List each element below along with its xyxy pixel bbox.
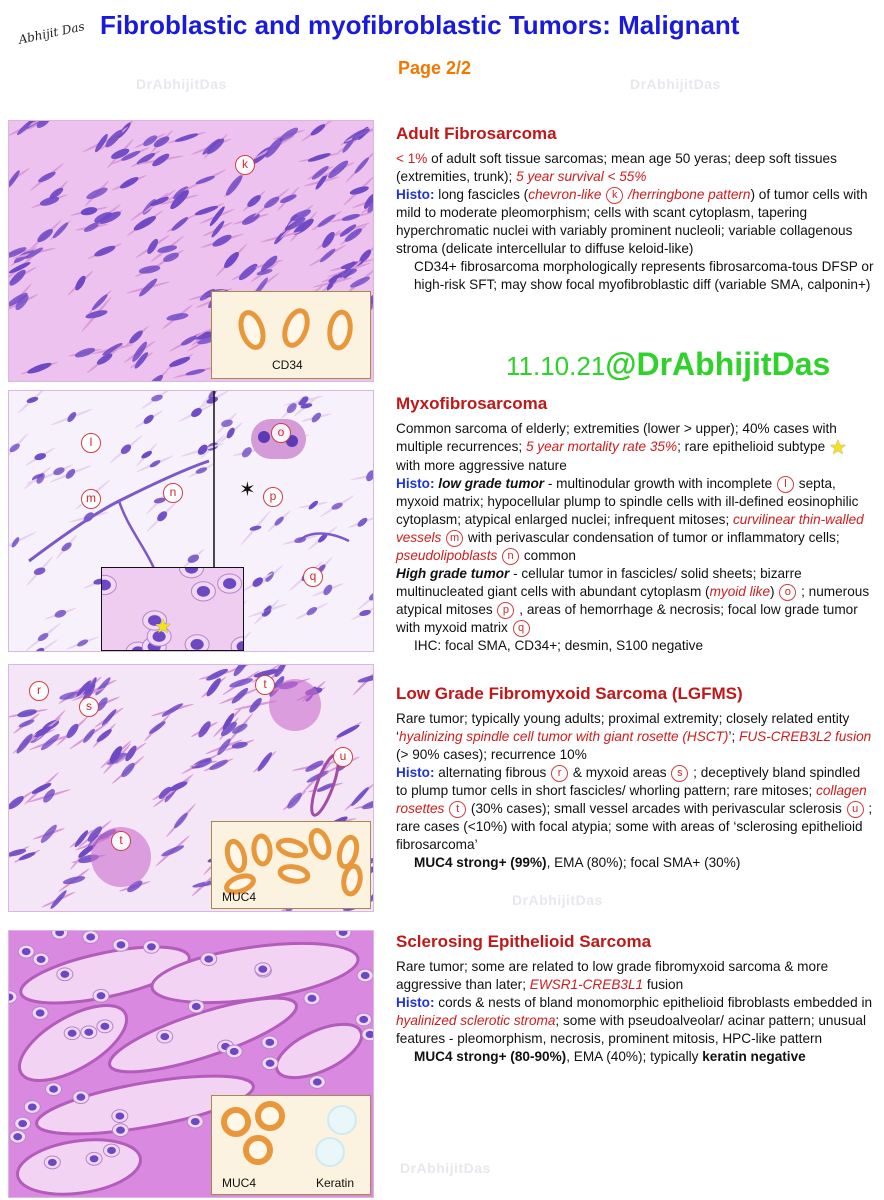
highlight-text: chevron-like: [528, 187, 602, 202]
text: with more aggressive nature: [396, 458, 567, 473]
inset-label: MUC4: [222, 1176, 257, 1190]
histology-illustration-lgfms: [8, 664, 374, 912]
highlight-text: /herringbone pattern: [628, 187, 751, 202]
epithelioid-inset: [101, 567, 244, 651]
text: ): [770, 584, 775, 599]
label-marker: t: [111, 831, 131, 851]
label-marker: n: [163, 483, 183, 503]
mortality-text: 5 year mortality rate 35%: [525, 439, 678, 454]
label-marker: k: [235, 155, 255, 175]
page-title: Fibroblastic and myofibroblastic Tumors: Malignant: [100, 10, 740, 40]
ihc-inset-muc4: [211, 821, 371, 909]
muc4-text: MUC4 strong+ (99%): [414, 855, 547, 870]
text: long fascicles (: [434, 187, 529, 202]
histo-label: Histo:: [396, 995, 435, 1010]
label-marker: p: [263, 487, 283, 507]
author-signature: Abhijit Das: [17, 19, 86, 47]
highlight-text: myoid like: [709, 584, 771, 599]
star-icon: ★: [828, 437, 847, 459]
label-marker: m: [81, 489, 101, 509]
section-title: Sclerosing Epithelioid Sarcoma: [396, 932, 652, 951]
inset-label: CD34: [272, 358, 303, 372]
text: ; deceptively bland spindled to plump tumor cells in short fascicles/ whorling pattern; rare mitoses;: [396, 765, 861, 798]
highlight-text: collagen rosettes: [396, 783, 867, 816]
incidence-text: < 1%: [396, 151, 428, 166]
text: (> 90% cases); recurrence 10%: [396, 747, 587, 762]
section-title: Myxofibrosarcoma: [396, 394, 548, 413]
histo-label: Histo:: [396, 765, 435, 780]
label-marker: k: [606, 187, 623, 204]
text: ; numerous atypical mitoses: [396, 584, 870, 617]
text: - multinodular growth with incomplete: [544, 476, 773, 491]
fusion-text: FUS-CREB3L2 fusion: [739, 729, 872, 744]
section-adult-fibrosarcoma: [396, 124, 874, 294]
star-icon: ★: [154, 616, 172, 638]
fusion-text: EWSR1-CREB3L1: [529, 977, 644, 992]
svg-text:✶: ✶: [239, 477, 256, 501]
histology-illustration-sclerosing-epithelioid: [8, 930, 374, 1198]
histology-illustration-myxofibrosarcoma: [8, 390, 374, 652]
histo-label: Histo:: [396, 476, 435, 491]
label-marker: l: [777, 476, 794, 493]
text: fusion: [643, 977, 684, 992]
text: Rare tumor; some are related to low grade fibromyxoid sarcoma & more aggressive than later;: [396, 959, 829, 992]
ihc-inset-cd34: [211, 291, 371, 379]
inset-label: Keratin: [316, 1176, 355, 1190]
watermark: DrAbhijitDas: [512, 892, 603, 908]
section-myxofibrosarcoma: [396, 394, 874, 655]
section-body: [396, 420, 874, 655]
ihc-note: [396, 1048, 874, 1066]
muc4-text: MUC4 strong+ (80-90%): [414, 1049, 567, 1064]
survival-text: 5 year survival < 55%: [516, 169, 647, 184]
text: - cellular tumor in fascicles/ solid sheets; bizarre multinucleated giant cells with abundant cytoplasm (: [396, 566, 802, 599]
label-marker: q: [303, 567, 323, 587]
highlight-text: hyalinized sclerotic stroma: [396, 1013, 556, 1028]
label-marker: p: [497, 602, 514, 619]
highlight-text: pseudolipoblasts: [396, 548, 498, 563]
text: Common sarcoma of elderly; extremities (lower > upper); 40% cases with multiple recurrences;: [396, 421, 837, 454]
text: , EMA (40%); typically: [566, 1049, 703, 1064]
histo-label: Histo:: [396, 187, 435, 202]
label-marker: s: [671, 765, 688, 782]
text: , areas of hemorrhage & necrosis; focal low grade tumor with myxoid matrix: [396, 602, 858, 635]
text: & myxoid areas: [569, 765, 667, 780]
text: common: [520, 548, 576, 563]
ihc-note: [396, 854, 874, 872]
watermark: DrAbhijitDas: [630, 76, 721, 92]
label-marker: s: [79, 697, 99, 717]
histology-illustration-fibrosarcoma: [8, 120, 374, 382]
label-marker: o: [779, 584, 796, 601]
text: ; some with pseudoalveolar/ acinar pattern; unusual features - pleomorphism, necrosis, prominent mitosis, HPC-like pattern: [396, 1013, 866, 1046]
label-marker: u: [333, 747, 353, 767]
section-body: [396, 710, 874, 872]
text: of adult soft tissue sarcomas; mean age 50 yeras; deep soft tissues (extremities, trunk);: [396, 151, 837, 184]
text: (30% cases); small vessel arcades with perivascular sclerosis: [467, 801, 842, 816]
high-grade-label: High grade tumor: [396, 566, 510, 581]
text: ’;: [728, 729, 740, 744]
text: septa, myxoid matrix; hypocellular plump to spindle cells with ill-defined eosinophilic cytoplasm; atypical enlarged nuclei; infrequent mitoses;: [396, 476, 859, 527]
date-text: 11.10.21: [506, 351, 606, 381]
label-marker: q: [513, 620, 530, 637]
text: ; rare epithelioid subtype: [677, 439, 826, 454]
section-title: Adult Fibrosarcoma: [396, 124, 557, 143]
highlight-text: hyalinizing spindle cell tumor with giant rosette (HSCT): [399, 729, 729, 744]
low-grade-label: low grade tumor: [438, 476, 545, 491]
label-marker: o: [271, 423, 291, 443]
label-marker: r: [29, 681, 49, 701]
label-marker: t: [255, 675, 275, 695]
keratin-text: keratin negative: [702, 1049, 806, 1064]
text: ; rare cases (<10%) with focal atypia; some with areas of ‘sclerosing epithelioid fibrosarcoma’: [396, 801, 873, 852]
watermark: DrAbhijitDas: [400, 1160, 491, 1176]
epithelioid-cells-drawing: [102, 568, 244, 651]
label-marker: t: [449, 801, 466, 818]
section-body: [396, 150, 874, 294]
section-sclerosing-epithelioid: [396, 932, 874, 1066]
inset-label: MUC4: [222, 890, 257, 904]
ihc-note: IHC: focal SMA, CD34+; desmin, S100 negative: [414, 638, 704, 653]
text: Rare tumor; typically young adults; proximal extremity; closely related entity ‘: [396, 711, 850, 744]
text: , EMA (80%); focal SMA+ (30%): [546, 855, 741, 870]
section-lgfms: [396, 684, 874, 872]
label-marker: m: [446, 530, 463, 547]
label-marker: r: [551, 765, 568, 782]
section-title: Low Grade Fibromyxoid Sarcoma (LGFMS): [396, 684, 743, 703]
label-marker: n: [502, 548, 519, 565]
page-number: Page 2/2: [398, 58, 472, 78]
text: with perivascular condensation of tumor or inflammatory cells;: [464, 530, 840, 545]
handle-text: @DrAbhijitDas: [605, 346, 831, 382]
highlight-text: curvilinear thin-walled vessels: [396, 512, 864, 545]
text: alternating fibrous: [434, 765, 547, 780]
text: ) of tumor cells with mild to moderate pleomorphism; cells with scant cytoplasm, tapering hyperchromatic nuclei with variably prominent nucleoli; variable collagenous stroma (delicate intercellular to diffuse keloid-like): [396, 187, 868, 256]
ihc-inset-muc4-keratin: [211, 1095, 371, 1195]
text: cords & nests of bland monomorphic epithelioid fibroblasts embedded in: [434, 995, 873, 1010]
section-body: [396, 958, 874, 1066]
label-marker: l: [81, 433, 101, 453]
watermark: DrAbhijitDas: [136, 76, 227, 92]
label-marker: u: [847, 801, 864, 818]
author-handle: [506, 346, 830, 383]
cd34-note: CD34+ fibrosarcoma morphologically represents fibrosarcoma-tous DFSP or high-risk SFT; may show focal myofibroblastic diff (variable SMA, calponin+): [414, 259, 874, 292]
